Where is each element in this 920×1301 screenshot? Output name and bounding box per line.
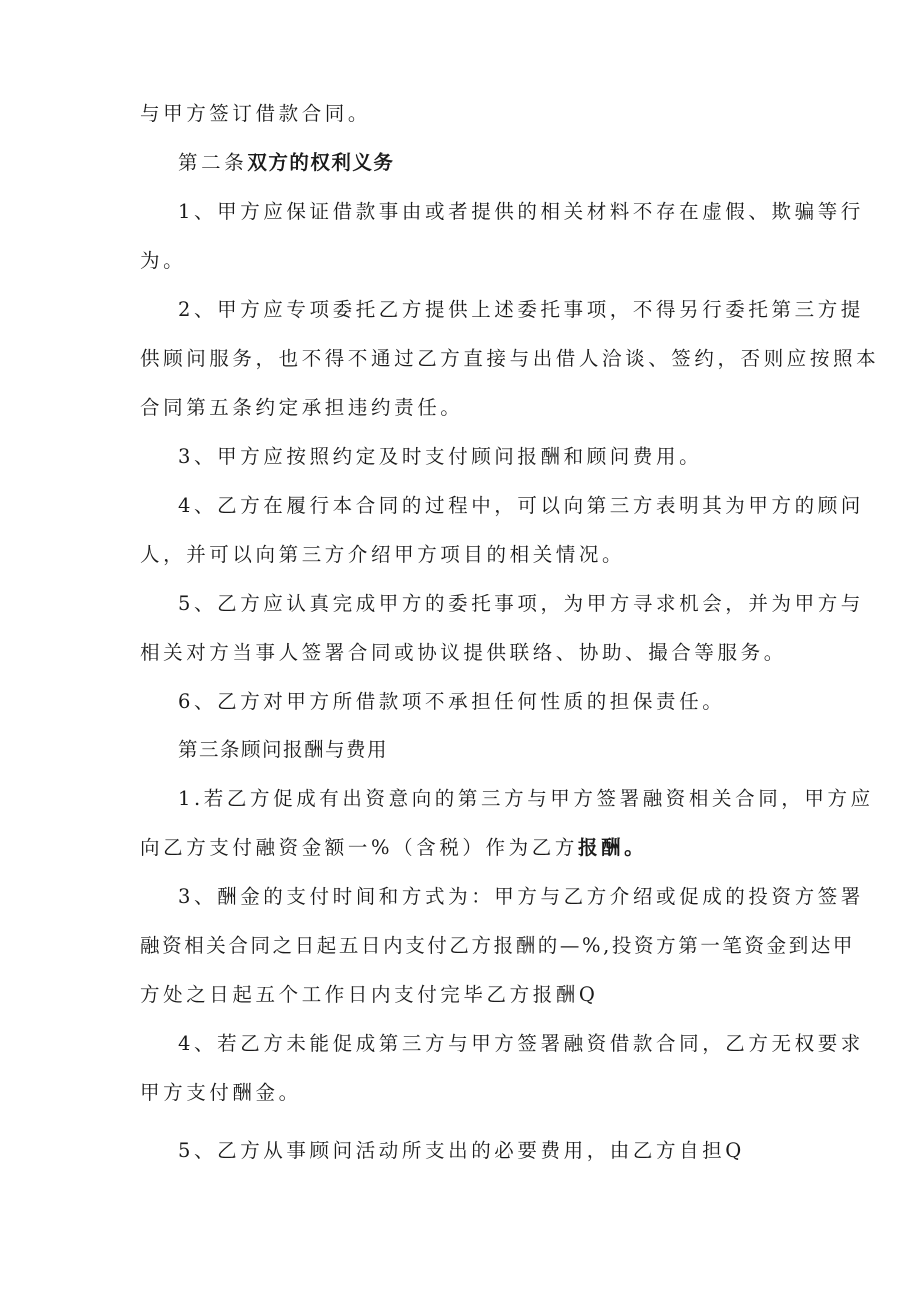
paragraph-line: 人，并可以向第三方介绍甲方项目的相关情况。: [140, 543, 626, 566]
paragraph-line: [140, 835, 790, 861]
paragraph-line: 融资相关合同之日起五日内支付乙方报酬的—%,投资方第一笔资金到达甲: [140, 934, 856, 957]
paragraph-line: 5、乙方从事顾问活动所支出的必要费用，由乙方自担Q: [178, 1139, 745, 1162]
article-number: 第二条: [178, 151, 248, 174]
paragraph-line: 合同第五条约定承担违约责任。: [140, 396, 464, 419]
paragraph-line: 3、甲方应按照约定及时支付顾问报酬和顾问费用。: [178, 445, 703, 468]
paragraph-text: 向乙方支付融资金额一%（含税）作为乙方: [140, 836, 578, 859]
paragraph-line: 1、甲方应保证借款事由或者提供的相关材料不存在虚假、欺骗等行: [178, 200, 864, 223]
paragraph-line: 供顾问服务，也不得不通过乙方直接与出借人洽谈、签约，否则应按照本: [140, 347, 880, 370]
paragraph-line: 方处之日起五个工作日内支付完毕乙方报酬Q: [140, 983, 599, 1006]
paragraph-bold-text: 报酬。: [577, 836, 648, 859]
paragraph-line: 与甲方签订借款合同。: [140, 102, 372, 125]
article-title: 双方的权利义务: [247, 151, 395, 174]
paragraph-line: 为。: [140, 249, 187, 272]
paragraph-line: 甲方支付酬金。: [140, 1081, 302, 1104]
paragraph-line: 相关对方当事人签署合同或协议提供联络、协助、撮合等服务。: [140, 641, 787, 664]
paragraph-line: 1.若乙方促成有出资意向的第三方与甲方签署融资相关合同，甲方应: [178, 787, 874, 810]
paragraph-line: 6、乙方对甲方所借款项不承担任何性质的担保责任。: [178, 690, 726, 713]
paragraph-line: 4、乙方在履行本合同的过程中，可以向第三方表明其为甲方的顾问: [178, 494, 864, 517]
paragraph-line: 4、若乙方未能促成第三方与甲方签署融资借款合同，乙方无权要求: [178, 1032, 864, 1055]
paragraph-line: 5、乙方应认真完成甲方的委托事项，为甲方寻求机会，并为甲方与: [178, 592, 864, 615]
article-3-heading: 第三条顾问报酬与费用: [178, 738, 389, 761]
article-2-heading: [178, 150, 790, 176]
paragraph-line: 3、酬金的支付时间和方式为：甲方与乙方介绍或促成的投资方签署: [178, 885, 864, 908]
paragraph-line: 2、甲方应专项委托乙方提供上述委托事项，不得另行委托第三方提: [178, 298, 864, 321]
